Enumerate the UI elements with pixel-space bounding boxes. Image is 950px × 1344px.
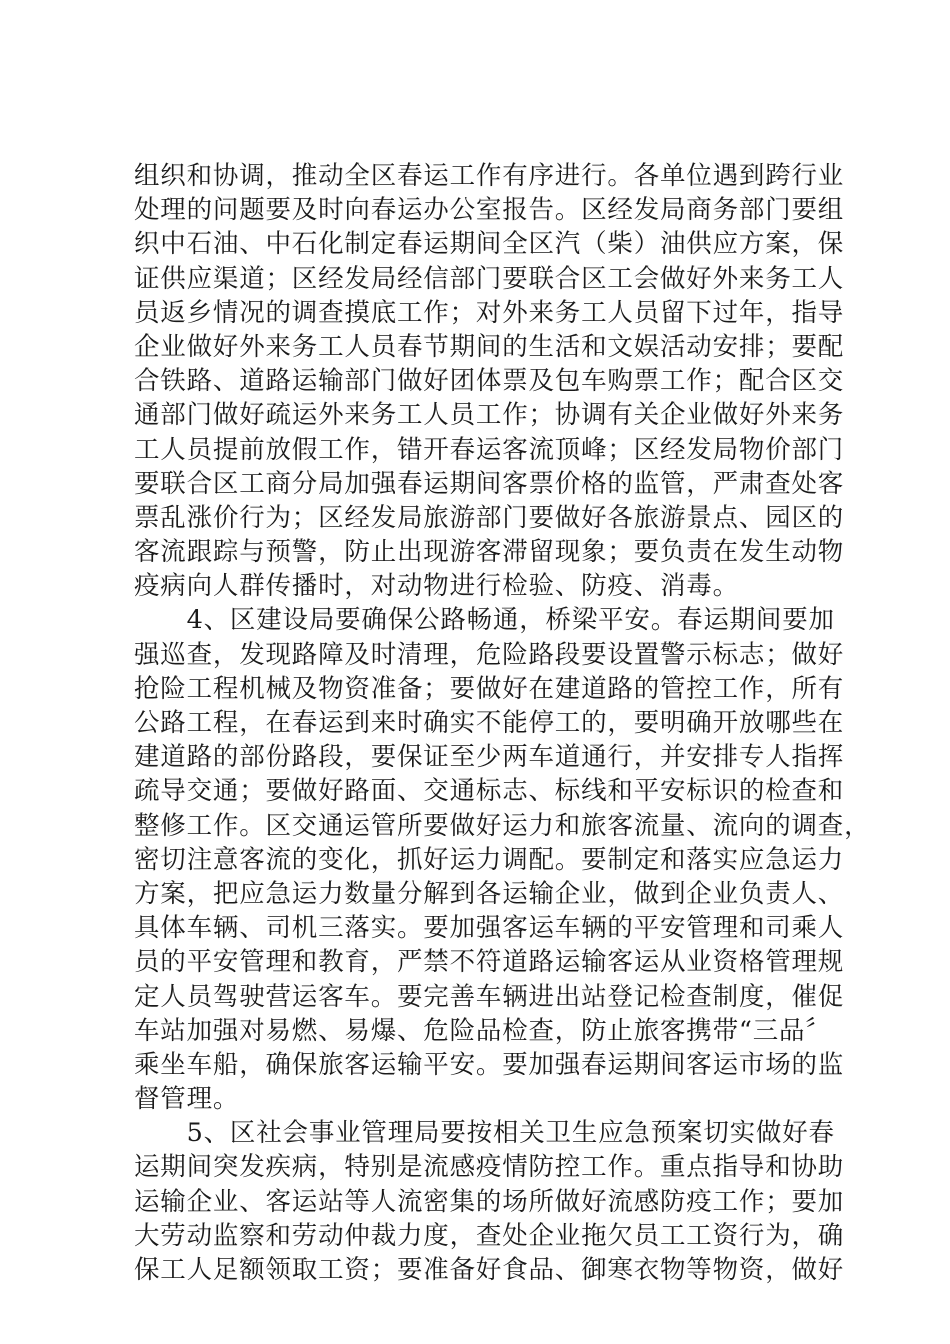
text-line: 督管理。 <box>134 1084 240 1115</box>
text-line: 运期间突发疾病，特别是流感疫情防控工作。重点指导和协助 <box>134 1152 845 1183</box>
text-line: 票乱涨价行为；区经发局旅游部门要做好各旅游景点、园区的 <box>134 502 845 533</box>
text-line: 企业做好外来务工人员春节期间的生活和文娱活动安排；要配 <box>134 331 845 362</box>
text-line: 运输企业、客运站等人流密集的场所做好流感防疫工作；要加 <box>134 1186 845 1217</box>
text-line: 密切注意客流的变化，抓好运力调配。要制定和落实应急运力 <box>134 844 845 875</box>
text-line: 强巡查，发现路障及时清理，危险路段要设置警示标志；做好 <box>134 639 845 670</box>
text-line: 定人员驾驶营运客车。要完善车辆进出站登记检查制度，催促 <box>134 981 845 1012</box>
text-line: 疫病向人群传播时，对动物进行检验、防疫、消毒。 <box>134 571 739 602</box>
text-line: 客流跟踪与预警，防止出现游客滞留现象；要负责在发生动物 <box>134 537 845 568</box>
text-line: 组织和协调，推动全区春运工作有序进行。各单位遇到跨行业 <box>134 161 845 191</box>
text-line: 抢险工程机械及物资准备；要做好在建道路的管控工作，所有 <box>134 673 845 704</box>
text-line: 方案，把应急运力数量分解到各运输企业，做到企业负责人、 <box>134 878 845 909</box>
text-line: 合铁路、道路运输部门做好团体票及包车购票工作；配合区交 <box>134 366 845 397</box>
text-line: 具体车辆、司机三落实。要加强客运车辆的平安管理和司乘人 <box>134 913 845 944</box>
text-line: 保工人足额领取工资；要准备好食品、御寒衣物等物资，做好 <box>134 1255 845 1285</box>
text-line: 建道路的部份路段，要保证至少两车道通行，并安排专人指挥 <box>134 742 845 773</box>
text-line: 通部门做好疏运外来务工人员工作；协调有关企业做好外来务 <box>134 400 845 431</box>
text-line: 织中石油、中石化制定春运期间全区汽（柴）油供应方案，保 <box>134 229 845 260</box>
text-line: 疏导交通；要做好路面、交通标志、标线和平安标识的检查和 <box>134 776 845 807</box>
text-line: 要联合区工商分局加强春运期间客票价格的监管，严肃查处客 <box>134 468 845 499</box>
text-line: 员的平安管理和教育，严禁不符道路运输客运从业资格管理规 <box>134 947 845 978</box>
text-line: 员返乡情况的调查摸底工作；对外来务工人员留下过年，指导 <box>134 297 845 328</box>
text-line: 处理的问题要及时向春运办公室报告。区经发局商务部门要组 <box>134 195 845 226</box>
text-line: 公路工程，在春运到来时确实不能停工的，要明确开放哪些在 <box>134 708 845 738</box>
text-line: 工人员提前放假工作，错开春运客流顶峰；区经发局物价部门 <box>134 434 845 465</box>
text-line: 整修工作。区交通运管所要做好运力和旅客流量、流向的调查， <box>134 810 871 841</box>
paragraph-start-line: 4、区建设局要确保公路畅通，桥梁平安。春运期间要加 <box>134 605 835 636</box>
text-line: 大劳动监察和劳动仲裁力度，查处企业拖欠员工工资行为，确 <box>134 1220 845 1251</box>
text-line: 证供应渠道；区经发局经信部门要联合区工会做好外来务工人 <box>134 263 845 294</box>
text-line: 车站加强对易燃、易爆、危险品检查，防止旅客携带“三品〞 <box>134 1015 832 1046</box>
body-text <box>134 159 871 1287</box>
paragraph-start-line: 5、区社会事业管理局要按相关卫生应急预案切实做好春 <box>134 1118 835 1149</box>
text-line: 乘坐车船，确保旅客运输平安。要加强春运期间客运市场的监 <box>134 1049 845 1080</box>
